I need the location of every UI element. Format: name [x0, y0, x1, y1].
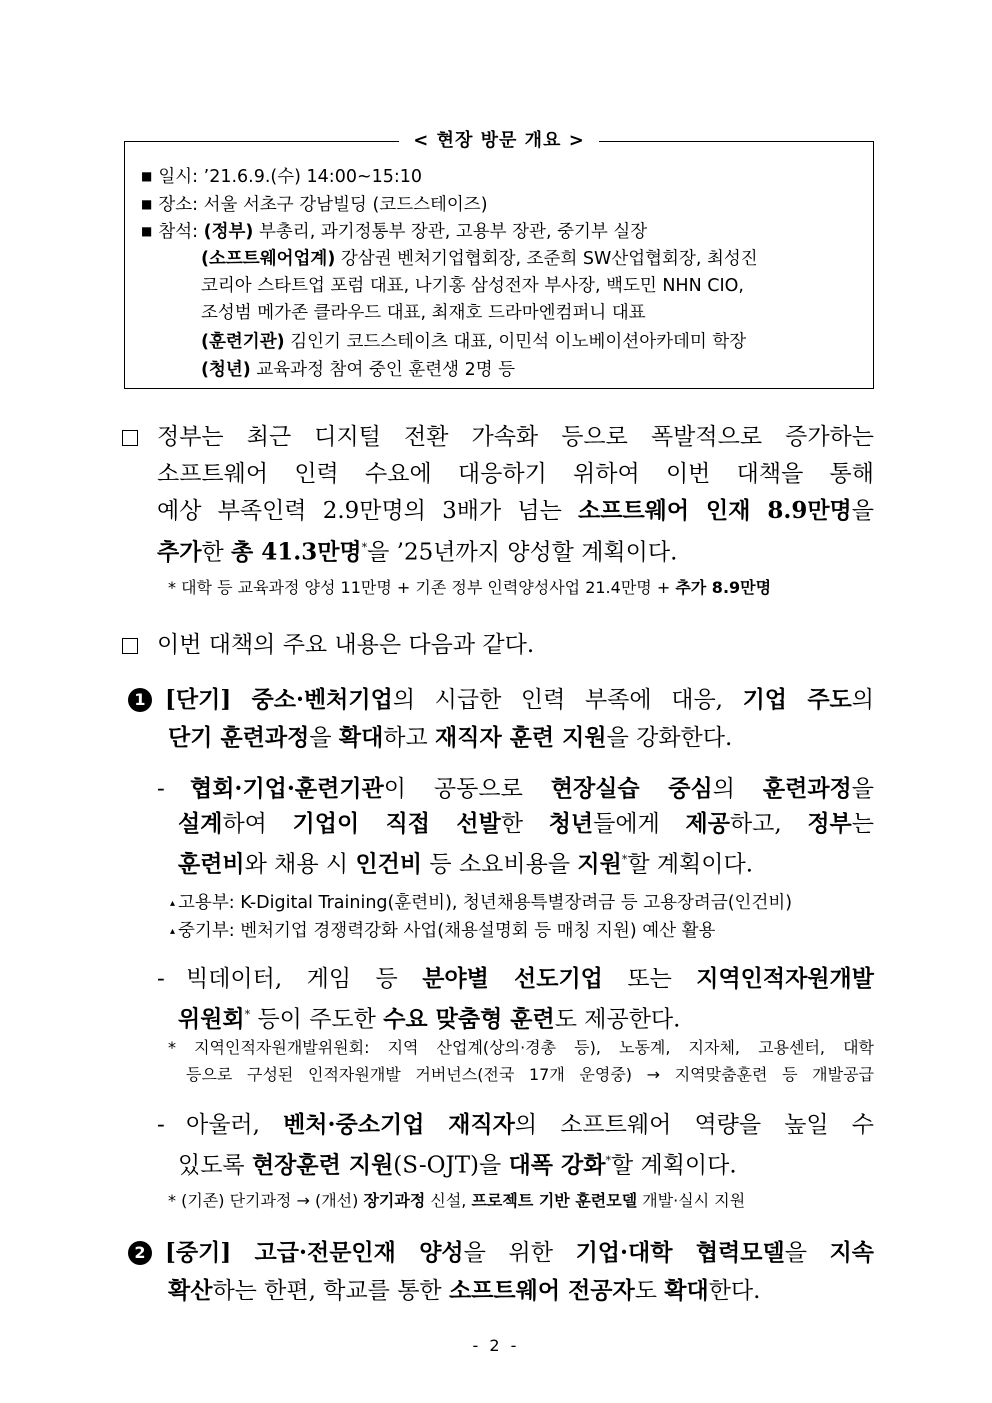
visit-overview-box — [124, 130, 874, 389]
paragraph-box-bullet — [122, 638, 138, 654]
visit-sw-line-1: (소프트웨어업계) 강삼권 벤처기업협회장, 조준희 SW산업협회장, 최성진 — [201, 249, 758, 269]
paragraph-box-bullet — [122, 430, 138, 446]
item1-sub2-footnote-1: * 지역인적자원개발위원회: 지역 산업계(상의·경총 등), 노동계, 지자체, 고용센터, 대학 — [168, 1038, 874, 1057]
item1-sub1-dash: - — [157, 776, 165, 802]
item1-sub2-dash: - — [157, 966, 165, 992]
item2-line-2: 확산하는 한편, 학교를 통한 소프트웨어 전공자도 확대한다. — [168, 1277, 761, 1304]
page-number: - 2 - — [472, 1336, 520, 1355]
item2-line-1: [중기] 고급·전문인재 양성을 위한 기업·대학 협력모델을 지속 — [165, 1239, 874, 1266]
para1-line-2: 소프트웨어 인력 수요에 대응하기 위하여 이번 대책을 통해 — [157, 461, 874, 487]
visit-attendees-row: ■ 참석: (정부) 부총리, 과기정통부 장관, 고용부 장관, 중기부 실장 — [141, 222, 648, 242]
visit-sw-line-2: 코리아 스타트업 포럼 대표, 나기홍 삼성전자 부사장, 백도민 NHN CIO, — [201, 276, 744, 296]
item1-number-badge: 1 — [128, 688, 152, 712]
para1-line-1: 정부는 최근 디지털 전환 가속화 등으로 폭발적으로 증가하는 — [157, 424, 874, 450]
visit-overview-title: < 현장 방문 개요 > — [125, 126, 873, 152]
item1-sub1-note-2: ▴ 중기부: 벤처기업 경쟁력강화 사업(채용설명회 등 매칭 지원) 예산 활용 — [170, 921, 716, 941]
para1-line-3: 예상 부족인력 2.9만명의 3배가 넘는 소프트웨어 인재 8.9만명을 — [157, 497, 874, 524]
item1-sub3-line-2: 있도록 현장훈련 지원(S-OJT)을 대폭 강화*할 계획이다. — [178, 1151, 737, 1179]
visit-training-line: (훈련기관) 김인기 코드스테이츠 대표, 이민석 이노베이션아카데미 학장 — [201, 332, 747, 352]
item1-sub1-line-2: 설계하여 기업이 직접 선발한 청년들에게 제공하고, 정부는 — [178, 810, 874, 837]
item1-sub1-line-3: 훈련비와 채용 시 인건비 등 소요비용을 지원*할 계획이다. — [178, 850, 754, 878]
item1-sub3-line-1: 아울러, 벤처·중소기업 재직자의 소프트웨어 역량을 높일 수 — [186, 1111, 874, 1138]
para1-line-4: 추가한 총 41.3만명*을 ’25년까지 양성할 계획이다. — [157, 538, 678, 566]
triangle-bullet-icon: ▴ — [170, 898, 176, 909]
item1-sub2-footnote-2: 등으로 구성된 인적자원개발 거버넌스(전국 17개 운영중) → 지역맞춤훈련 등 개발공급 — [186, 1065, 874, 1084]
item2-number-badge: 2 — [128, 1241, 152, 1265]
visit-date-row: ■ 일시: ’21.6.9.(수) 14:00~15:10 — [141, 167, 423, 187]
item1-line-1: [단기] 중소·벤처기업의 시급한 인력 부족에 대응, 기업 주도의 — [165, 686, 874, 713]
para1-footnote: * 대학 등 교육과정 양성 11만명 + 기존 정부 인력양성사업 21.4만명 + 추가 8.9만명 — [168, 578, 772, 597]
item1-sub2-line-2: 위원회* 등이 주도한 수요 맞춤형 훈련도 제공한다. — [178, 1005, 681, 1033]
item1-sub1-note-1: ▴ 고용부: K-Digital Training(훈련비), 청년채용특별장려금 등 고용장려금(인건비) — [170, 893, 793, 913]
triangle-bullet-icon: ▴ — [170, 926, 176, 937]
visit-youth-line: (청년) 교육과정 참여 중인 훈련생 2명 등 — [201, 360, 516, 380]
item1-line-2: 단기 훈련과정을 확대하고 재직자 훈련 지원을 강화한다. — [168, 724, 733, 751]
visit-sw-line-3: 조성범 메가존 클라우드 대표, 최재호 드라마엔컴퍼니 대표 — [201, 303, 646, 323]
item1-sub3-footnote: * (기존) 단기과정 → (개선) 장기과정 신설, 프로젝트 기반 훈련모델 개발·실시 지원 — [168, 1191, 746, 1210]
visit-place-row: ■ 장소: 서울 서초구 강남빌딩 (코드스테이즈) — [141, 195, 488, 215]
item1-sub1-line-1: 협회·기업·훈련기관이 공동으로 현장실습 중심의 훈련과정을 — [190, 775, 874, 802]
item1-sub2-line-1: 빅데이터, 게임 등 분야별 선도기업 또는 지역인적자원개발 — [186, 965, 874, 992]
para2-line-1: 이번 대책의 주요 내용은 다음과 같다. — [157, 632, 535, 658]
item1-sub3-dash: - — [157, 1112, 165, 1138]
